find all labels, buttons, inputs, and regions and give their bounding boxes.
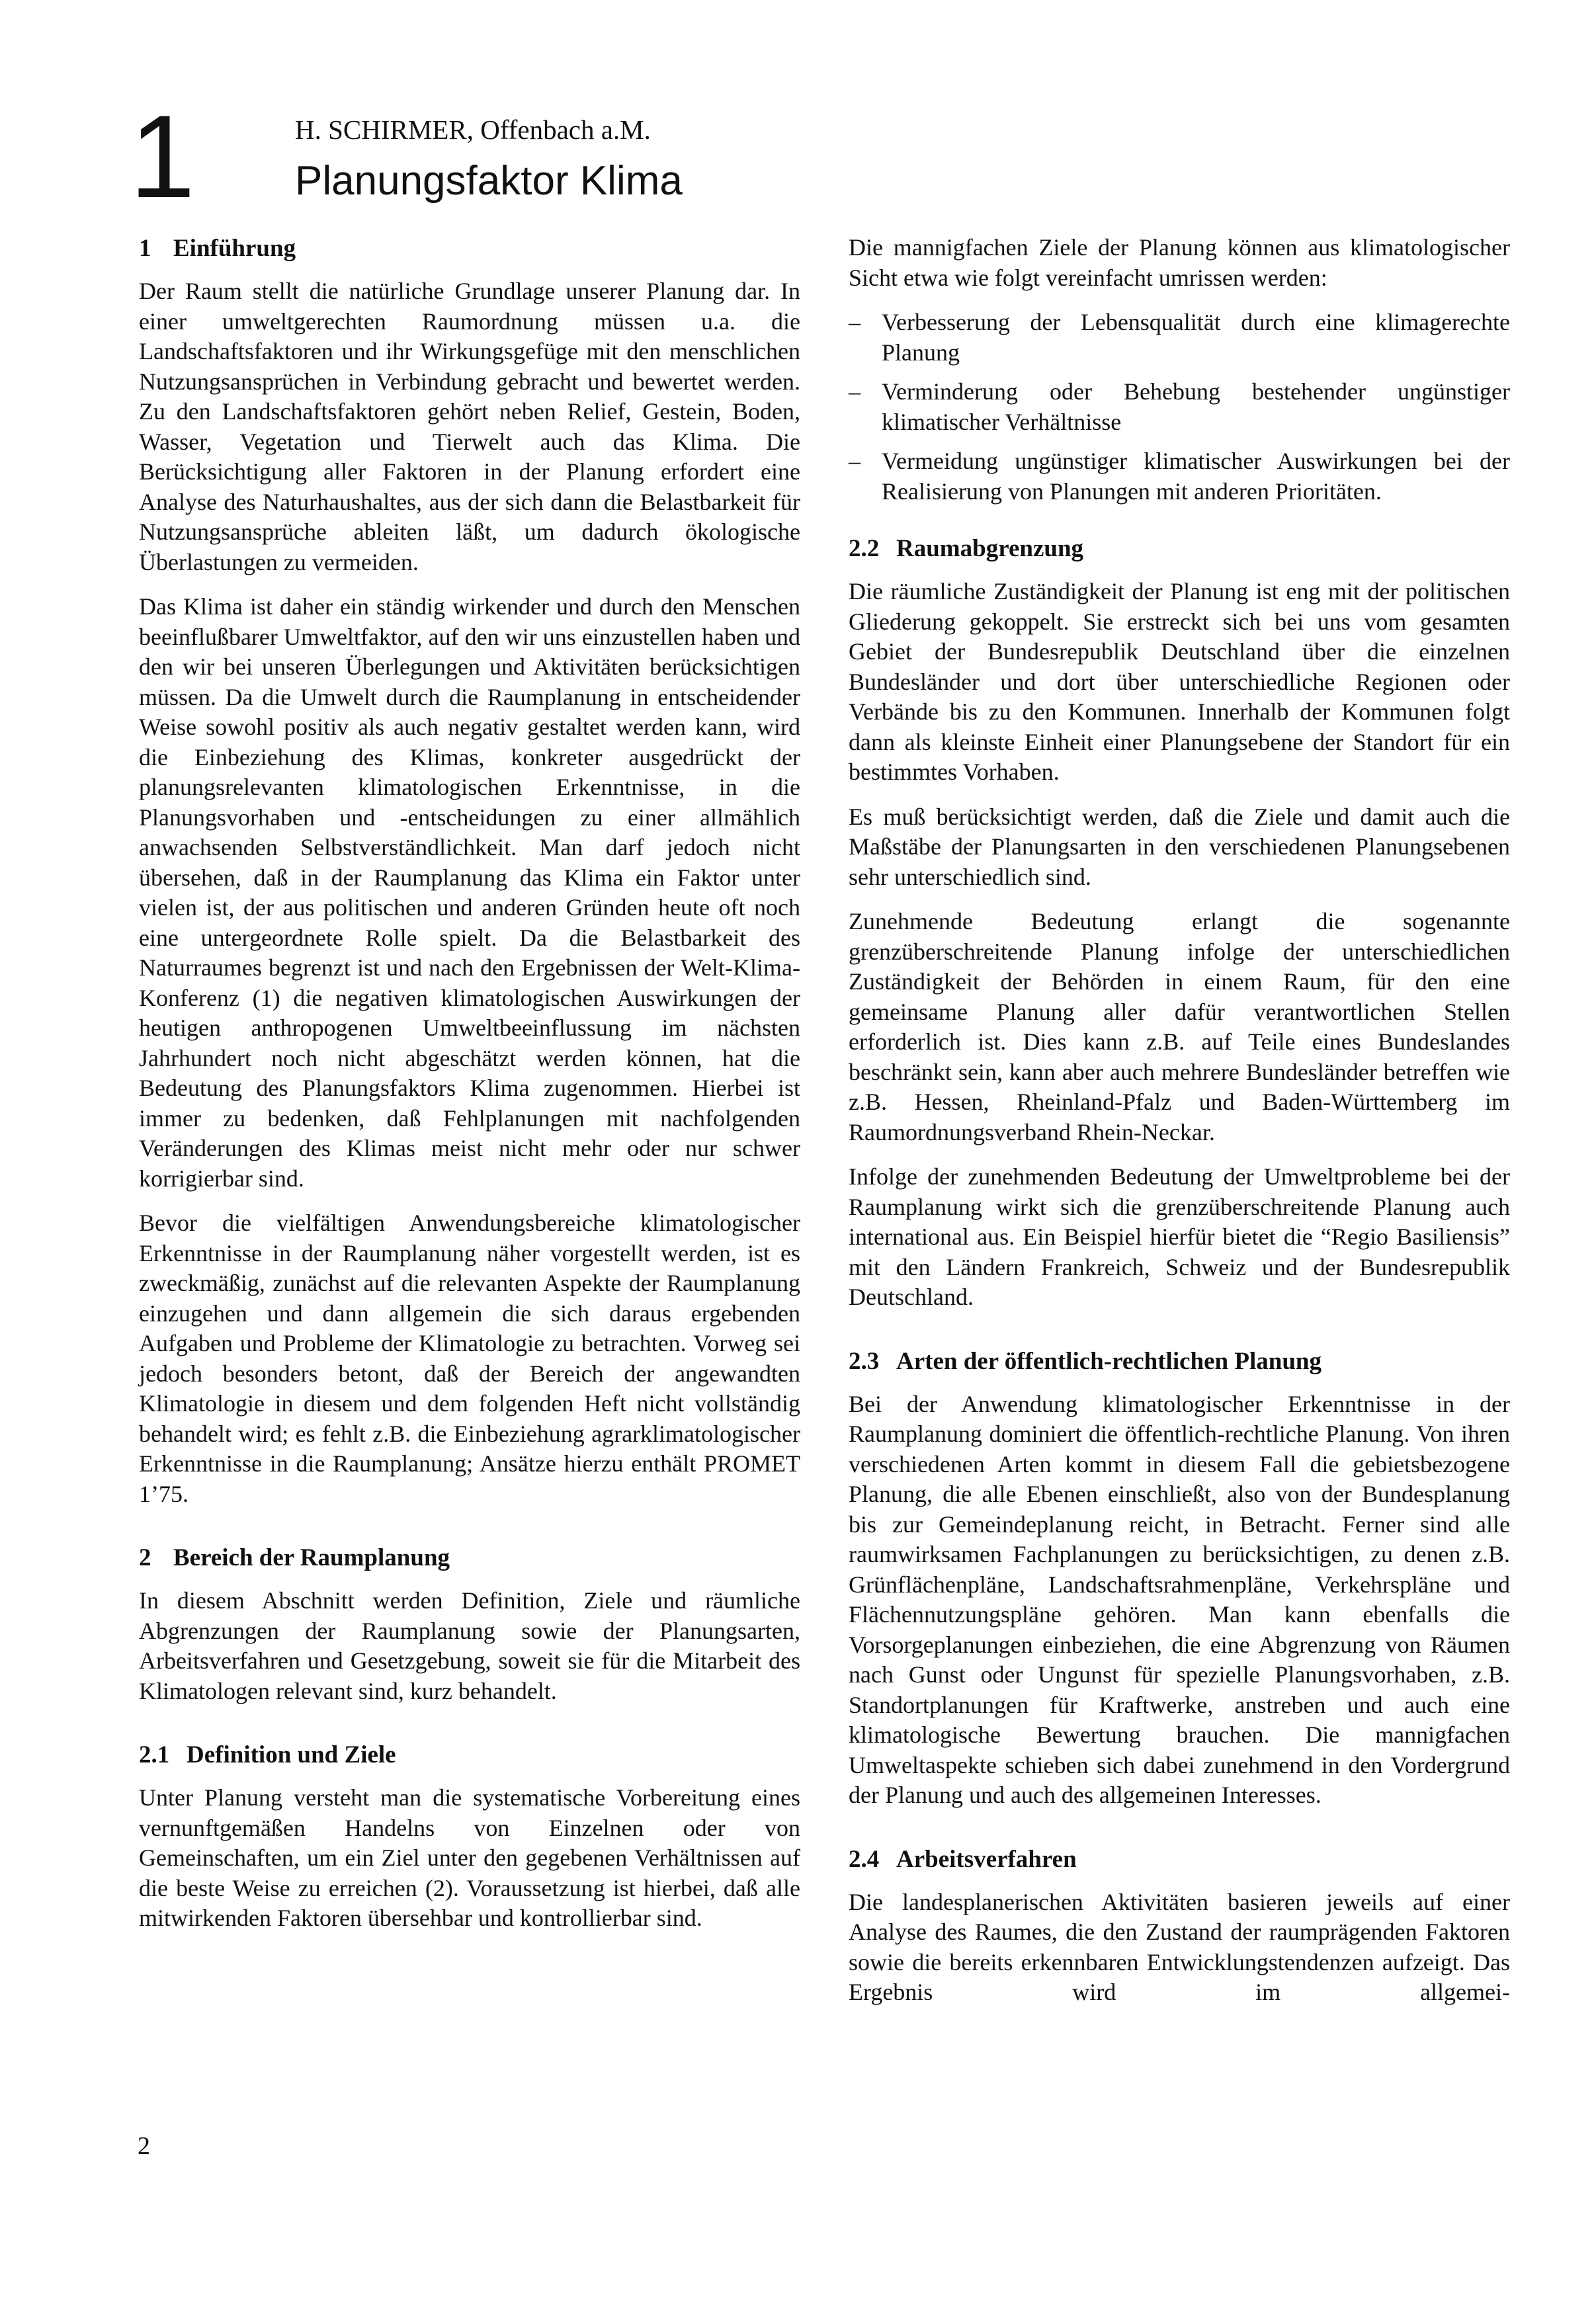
section-2-2 — [849, 533, 1510, 1313]
section-heading — [849, 1346, 1510, 1378]
section-title: Bereich der Raumplanung — [173, 1544, 450, 1571]
section-2-4 — [849, 1844, 1510, 2008]
section-number: 2.2 — [849, 535, 880, 562]
section-heading — [849, 533, 1510, 565]
section-2-1 — [139, 1739, 800, 1934]
dash-bullet-icon: – — [849, 378, 861, 405]
section-1 — [139, 233, 800, 1509]
section-title: Einführung — [173, 235, 296, 262]
article-title: Planungsfaktor Klima — [295, 158, 683, 204]
list-item: – Vermeidung ungünstiger klimatischer Auswirkungen bei der Realisierung von Planungen mit anderen Prioritäten. — [849, 448, 1510, 505]
section-heading — [139, 1542, 800, 1574]
section-title: Raumabgrenzung — [896, 535, 1084, 562]
paragraph: Die mannigfachen Ziele der Planung können aus klimatologischer Sicht etwa wie folgt vereinfacht umrissen werden: — [849, 234, 1510, 291]
paragraph: Die räumliche Zuständigkeit der Planung ist eng mit der politischen Gliederung gekoppelt. Sie erstreckt sich bei uns vom gesamten Gebiet der Bundesrepublik Deutschland über die einzelnen Bundesländer und dort über unterschiedliche Regionen oder Verbände bis zu den Kommunen. Innerhalb der Kommunen folgt dann als kleinste Einheit einer Planungsebene der Standort für ein bestimmtes Vorhaben. — [849, 578, 1510, 785]
article-header — [295, 116, 1419, 202]
section-2 — [139, 1542, 800, 1706]
section-title: Arten der öffentlich-rechtlichen Planung — [896, 1347, 1322, 1375]
paragraph: Es muß berücksichtigt werden, daß die Ziele und damit auch die Maßstäbe der Planungsarten in den verschiedenen Planungsebenen sehr unterschiedlich sind. — [849, 803, 1510, 890]
section-number: 2.3 — [849, 1347, 880, 1375]
author: H. SCHIRMER, Offenbach a.M. — [295, 114, 651, 145]
section-heading — [139, 233, 800, 265]
page-number: 2 — [138, 2132, 150, 2160]
paragraph: Die landesplanerischen Aktivitäten basieren jeweils auf einer Analyse des Raumes, die den Zustand der raumprägenden Faktoren sowie die bereits erkennbaren Entwicklungstendenzen aufzeigt. Das Ergebnis wird im allgemei- — [849, 1888, 1510, 2005]
section-2-1-continued — [849, 233, 1510, 507]
paragraph: In diesem Abschnitt werden Definition, Ziele und räumliche Abgrenzungen der Raumplanung sowie der Planungsarten, Arbeitsverfahren und Gesetzgebung, soweit sie für die Mitarbeit des Klimatologen relevant sind, kurz behandelt. — [139, 1587, 800, 1704]
paragraph: Zunehmende Bedeutung erlangt die sogenannte grenzüberschreitende Planung infolge der unterschiedlichen Zuständigkeit der Behörden in einem Raum, für den eine gemeinsame Planung aller dafür verantwortlichen Stellen erforderlich ist. Dies kann z.B. auf Teile eines Bundeslandes beschränkt sein, kann aber auch mehrere Bundesländer betreffen wie z.B. Hessen, Rheinland-Pfalz und Baden-Württemberg im Raumordnungsverband Rhein-Neckar. — [849, 908, 1510, 1145]
section-2-3 — [849, 1346, 1510, 1811]
paragraph: Der Raum stellt die natürliche Grundlage unserer Planung dar. In einer umweltgerechten Raumordnung müssen u.a. die Landschaftsfaktoren und ihr Wirkungsgefüge mit den menschlichen Nutzungsansprüchen in Verbindung gebracht und bewertet werden. Zu den Landschaftsfaktoren gehört neben Relief, Gestein, Boden, Wasser, Vegetation und Tierwelt auch das Klima. Die Berücksichtigung aller Faktoren in der Planung erfordert eine Analyse des Naturhaushaltes, aus der sich dann die Belastbarkeit für Nutzungsansprüche ableiten läßt, um dadurch ökologische Überlastungen zu vermeiden. — [139, 278, 800, 575]
paragraph: Infolge der zunehmenden Bedeutung der Umweltprobleme bei der Raumplanung wirkt sich die grenzüberschreitende Planung auch international aus. Ein Beispiel hierfür bietet die “Regio Basiliensis” mit den Ländern Frankreich, Schweiz und der Bundesrepublik Deutschland. — [849, 1163, 1510, 1310]
paragraph: Bei der Anwendung klimatologischer Erkenntnisse in der Raumplanung dominiert die öffentlich-rechtliche Planung. Von ihren verschiedenen Arten kommt in diesem Fall die gebietsbezogene Planung, die alle Ebenen einschließt, also von der Bundesplanung bis zur Gemeindeplanung reicht, in Betracht. Ferner sind alle raumwirksamen Fachplanungen zu berücksichtigen, zu denen z.B. Grünflächenpläne, Landschaftsrahmenpläne, Verkehrspläne und Flächennutzungspläne gehören. Man kann ebenfalls die Vorsorgeplanungen einbeziehen, die eine Abgrenzung von Räumen nach Gunst oder Ungunst für spezielle Planungsvorhaben, z.B. Standortplanungen für Kraftwerke, anstreben und auch eine klimatologische Bewertung brauchen. Die mannigfachen Umweltaspekte schieben sich dabei zunehmend in den Vordergrund der Planung und auch des allgemeinen Interesses. — [849, 1390, 1510, 1808]
dash-bullet-icon: – — [849, 309, 861, 335]
dash-bullet-icon: – — [849, 448, 861, 474]
section-number: 2 — [139, 1544, 151, 1571]
left-column — [139, 233, 800, 1967]
section-heading — [849, 1844, 1510, 1876]
section-title: Arbeitsverfahren — [896, 1845, 1077, 1873]
list-item: – Verbesserung der Lebensqualität durch eine klimagerechte Planung — [849, 309, 1510, 366]
section-number: 2.1 — [139, 1741, 170, 1768]
chapter-number: 1 — [130, 91, 195, 222]
paragraph: Das Klima ist daher ein ständig wirkender und durch den Menschen beeinflußbarer Umweltfaktor, auf den wir uns einzustellen haben und den wir bei unseren Überlegungen und Aktivitäten berücksichtigen müssen. Da die Umwelt durch die Raumplanung in entscheidender Weise sowohl positiv als auch negativ gestaltet werden kann, wird die Einbeziehung des Klimas, konkreter ausgedrückt der planungsrelevanten klimatologischen Erkenntnisse, in die Planungsvorhaben und -entscheidungen zu einer allmählich anwachsenden Selbstverständlichkeit. Man darf jedoch nicht übersehen, daß in der Raumplanung das Klima ein Faktor unter vielen ist, der aus politischen und anderen Gründen heute oft noch eine untergeordnete Rolle spielt. Da die Belastbarkeit des Naturraumes begrenzt ist und nach den Ergebnissen der Welt-Klima-Konferenz (1) die negativen klimatologischen Auswirkungen der heutigen anthropogenen Umweltbeeinflussung im nächsten Jahrhundert noch nicht abgeschätzt werden können, hat die Bedeutung des Planungsfaktors Klima zugenommen. Hierbei ist immer zu bedenken, daß Fehlplanungen mit nachfolgenden Veränderungen des Klimas meist nicht mehr oder nur schwer korrigierbar sind. — [139, 593, 800, 1192]
goals-list — [849, 308, 1510, 507]
section-number: 2.4 — [849, 1845, 880, 1873]
section-number: 1 — [139, 235, 151, 262]
section-heading — [139, 1739, 800, 1771]
right-column — [849, 233, 1510, 2041]
section-title: Definition und Ziele — [187, 1741, 396, 1768]
paragraph: Unter Planung versteht man die systematische Vorbereitung eines vernunftgemäßen Handelns von Einzelnen oder von Gemeinschaften, um ein Ziel unter den gegebenen Verhältnissen auf die beste Weise zu erreichen (2). Voraussetzung ist hierbei, daß alle mitwirkenden Faktoren übersehbar und kontrollierbar sind. — [139, 1784, 800, 1931]
paragraph: Bevor die vielfältigen Anwendungsbereiche klimatologischer Erkenntnisse in der Raumplanung näher vorgestellt werden, ist es zweckmäßig, zunächst auf die relevanten Aspekte der Raumplanung einzugehen und dann allgemein die sich daraus ergebenden Aufgaben und Probleme der Klimatologie zu betrachten. Vorweg sei jedoch besonders betont, daß der Bereich der angewandten Klimatologie in diesem und dem folgenden Heft nicht vollständig behandelt wird; es fehlt z.B. die Einbeziehung agrarklimatologischer Erkenntnisse in die Raumplanung; Ansätze hierzu enthält PROMET 1’75. — [139, 1210, 800, 1507]
list-item: – Verminderung oder Behebung bestehender ungünstiger klimatischer Verhältnisse — [849, 378, 1510, 435]
